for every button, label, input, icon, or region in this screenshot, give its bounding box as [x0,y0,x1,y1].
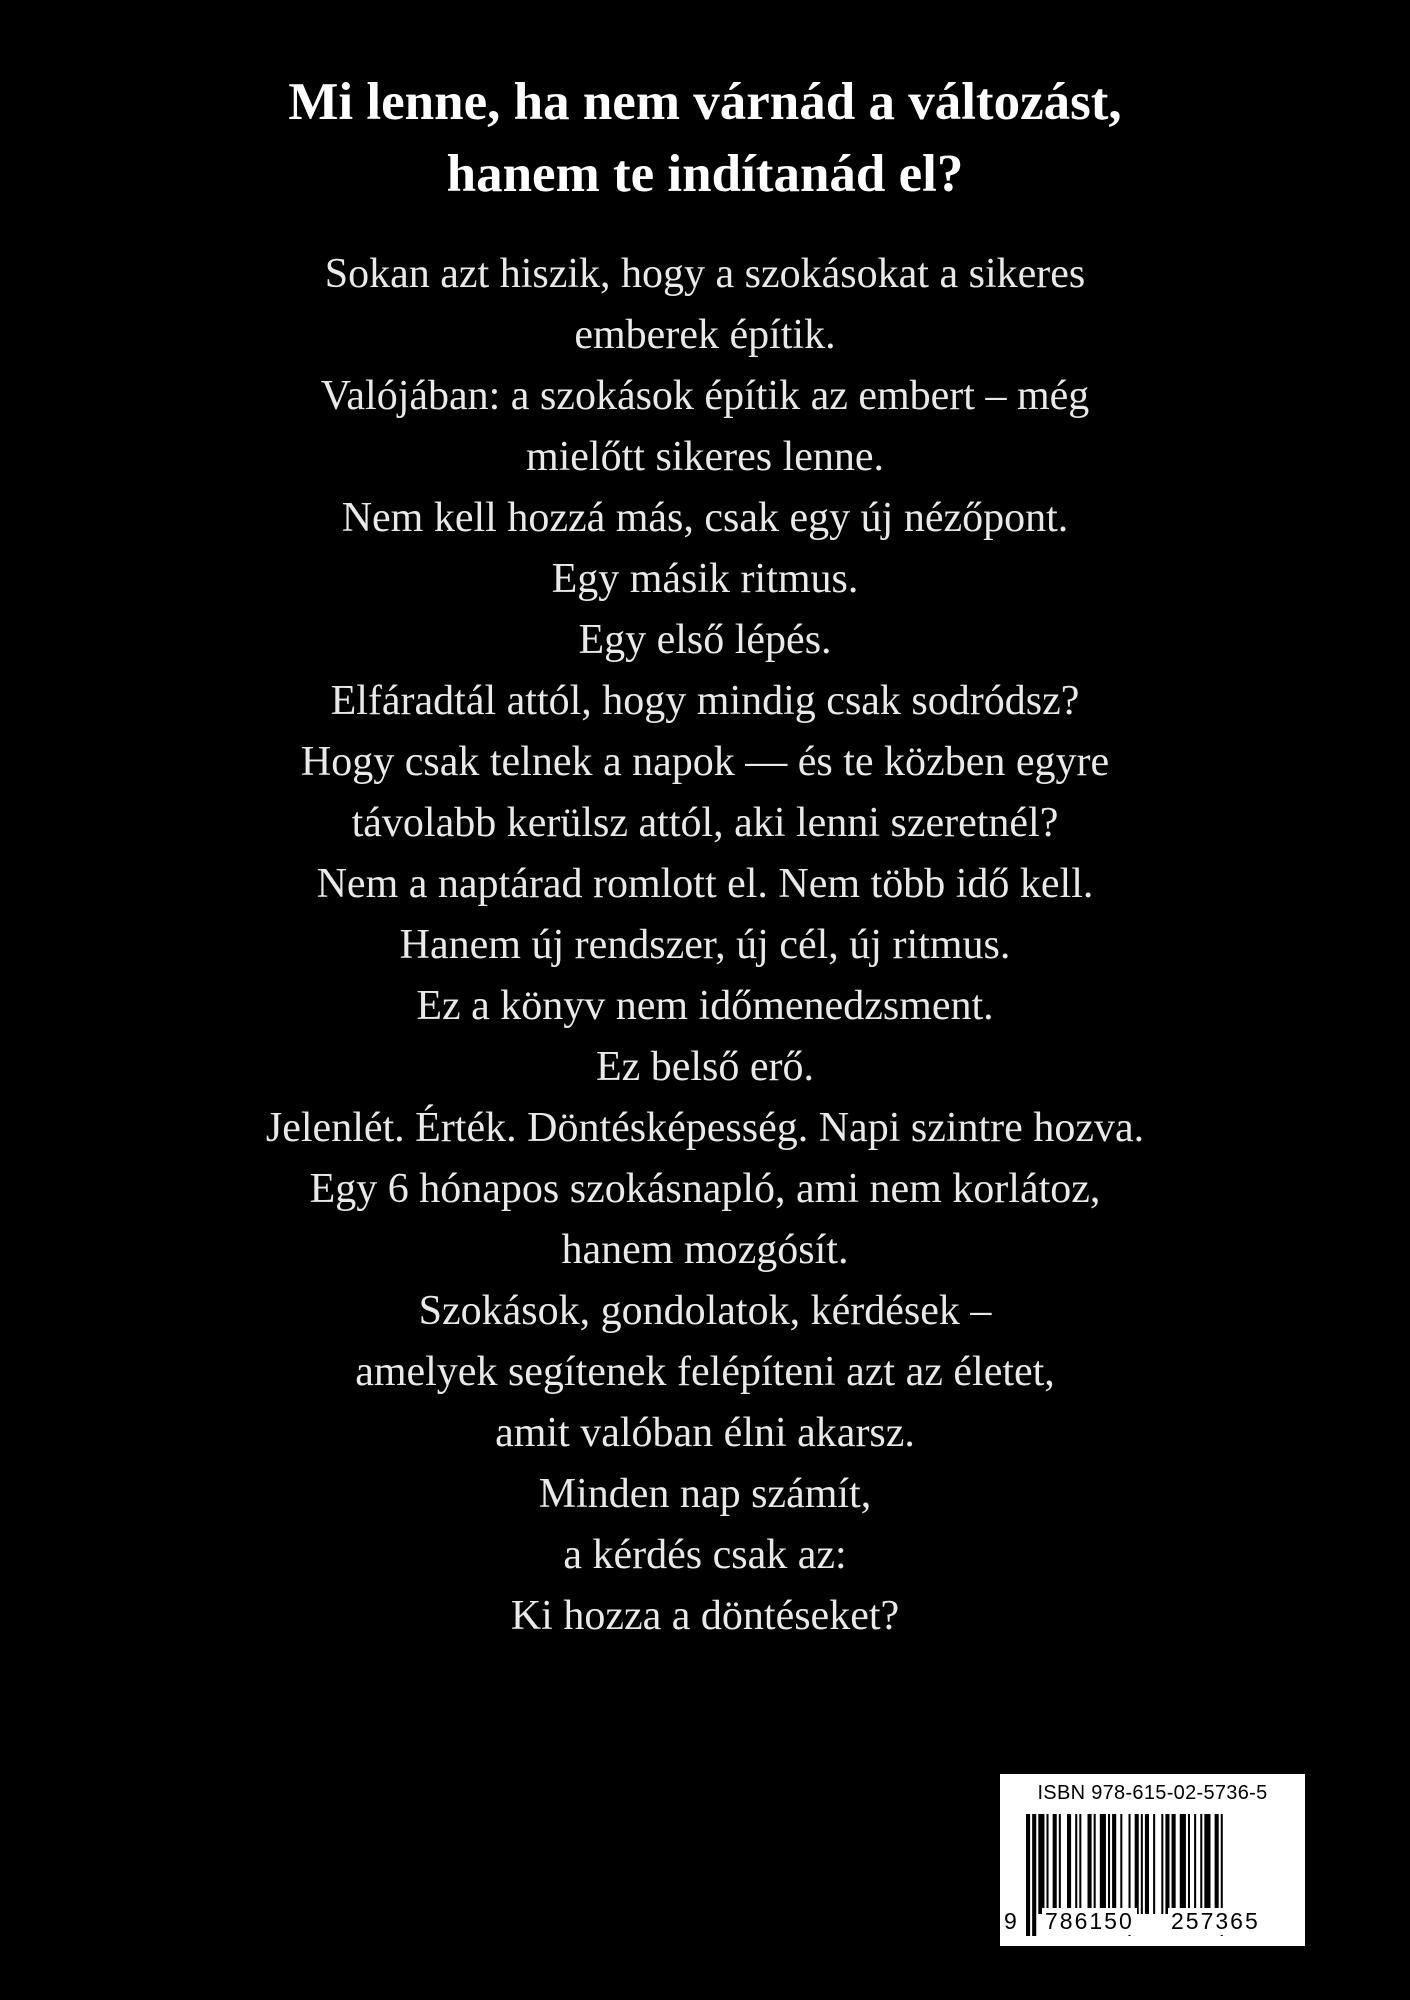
blurb-line: Hogy csak telnek a napok — és te közben egyre [300,739,1110,785]
blurb-line: Nem a naptárad romlott el. Nem több idő kell. [316,861,1094,907]
blurb-line: Ki hozza a döntéseket? [510,1593,900,1639]
blurb-line: Egy első lépés. [578,617,832,663]
heading-line-2: hanem te indítanád el? [446,145,964,203]
barcode-bar [1038,1814,1044,1914]
barcode-bar [1067,1814,1071,1914]
blurb-line: távolabb kerülsz attól, aki lenni szeretnél? [351,800,1059,846]
barcode-bar [1165,1814,1169,1914]
barcode-bar [1075,1814,1077,1914]
barcode-bar [1047,1814,1049,1914]
barcode-bar [1141,1814,1143,1914]
barcode-bar [1079,1814,1081,1914]
blurb-line: Sokan azt hiszik, hogy a szokásokat a sikeres [324,251,1086,297]
barcode-digit-first: 9 [1004,1908,1019,1934]
heading [0,66,1410,210]
blurb-line: Elfáradtál attól, hogy mindig csak sodródsz? [330,678,1080,724]
blurb-text [0,244,1410,1647]
barcode-bar [1188,1814,1190,1914]
barcode-bar [1032,1814,1036,1936]
blurb-line: Egy másik ritmus. [551,556,859,602]
barcode-bar [1088,1814,1092,1914]
blurb-line: Egy 6 hónapos szokásnapló, ami nem korlátoz, [309,1166,1101,1212]
barcode-bar [1161,1814,1163,1914]
blurb-line: hanem mozgósít. [561,1227,849,1273]
barcode-bar [1112,1814,1116,1914]
blurb-line: Jelenlét. Érték. Döntésképesség. Napi szintre hozva. [265,1105,1145,1151]
blurb-line: amelyek segítenek felépíteni azt az életet, [355,1349,1055,1395]
barcode-bar [1026,1814,1030,1936]
barcode-bar [1120,1814,1122,1914]
barcode-bar [1094,1814,1096,1914]
blurb-line: emberek építik. [574,312,836,358]
barcode-digits-left: 786150 [1042,1908,1137,1935]
blurb-line: Ez a könyv nem időmenedzsment. [416,983,994,1029]
blurb-line: Valójában: a szokások építik az embert – még [320,373,1090,419]
blurb-line: Szokások, gondolatok, kérdések – [418,1288,992,1334]
blurb-line: Minden nap számít, [538,1471,872,1517]
barcode-bar [1059,1814,1061,1914]
blurb-line: amit valóban élni akarsz. [495,1410,915,1456]
barcode-digits-right: 257365 [1168,1908,1263,1935]
heading-line-1: Mi lenne, ha nem várnád a változást, [288,73,1122,131]
barcode-bar [1145,1814,1149,1914]
blurb-line: Ez belső erő. [595,1044,815,1090]
isbn-barcode [1000,1774,1305,1946]
barcode-bar [1215,1814,1219,1914]
barcode-bar [1053,1814,1057,1914]
barcode-bar [1153,1814,1155,1914]
barcode-bar [1180,1814,1186,1914]
isbn-label: ISBN 978-615-02-5736-5 [1037,1782,1268,1804]
barcode-bar [1100,1814,1106,1914]
barcode-bar [1172,1814,1176,1914]
barcode-bar [1194,1814,1196,1914]
blurb-line: mielőtt sikeres lenne. [525,434,885,480]
barcode-bar [1204,1814,1210,1914]
blurb-line: Hanem új rendszer, új cél, új ritmus. [399,922,1011,968]
barcode-bar [1200,1814,1202,1914]
blurb-line: Nem kell hozzá más, csak egy új nézőpont. [341,495,1069,541]
barcode-bar [1135,1814,1139,1914]
blurb-line: a kérdés csak az: [563,1532,847,1578]
barcode-bar [1108,1814,1110,1914]
